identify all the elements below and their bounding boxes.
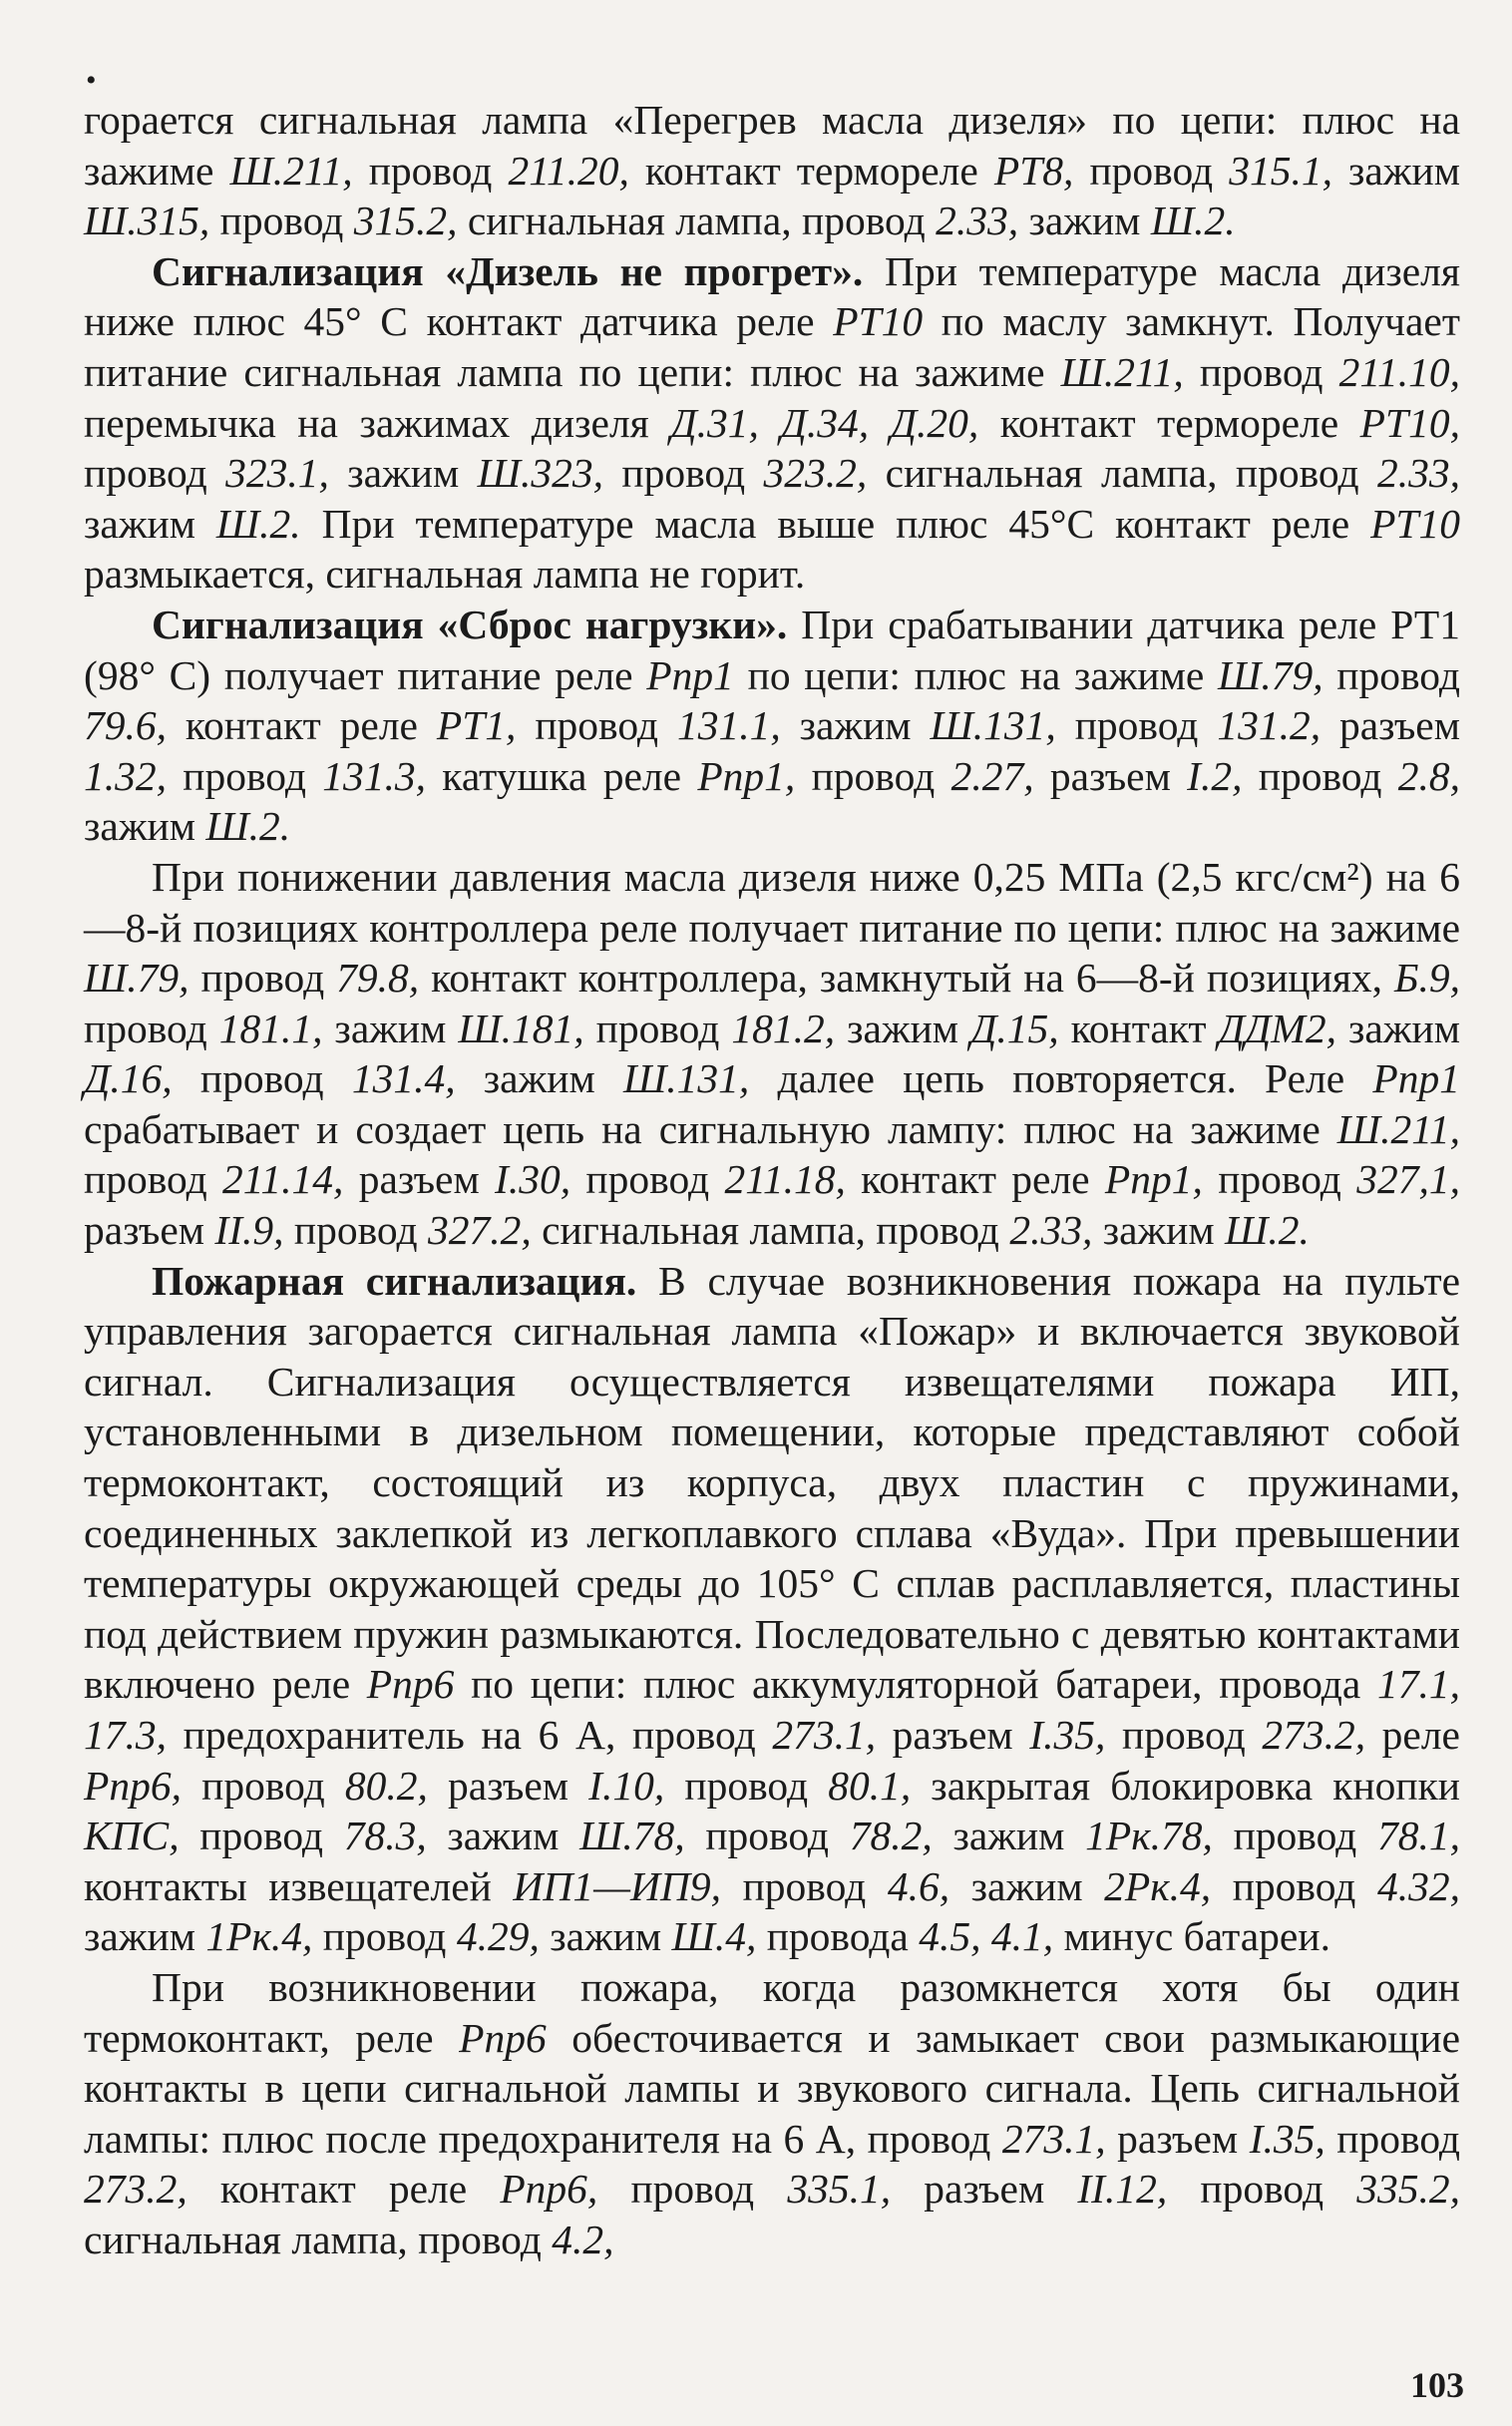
text-run: зажим [1018,198,1151,244]
designation: 211.14, [222,1156,344,1203]
designation: Ш.2. [1150,198,1236,244]
designation: II.9, [214,1207,284,1254]
designation: Рпр6 [366,1661,455,1708]
text-run: зажим [322,1005,459,1051]
paragraph [84,852,1460,1256]
designation: Ш.79, [1218,651,1323,698]
text-run: разъем [1321,702,1460,749]
text-run: При возникновении пожара, когда разомкнется хотя бы один термоконтакт, реле [84,1963,1460,2061]
text-run: провод [1167,2166,1357,2213]
designation: Рпр6, [84,1762,182,1809]
designation: 131.2, [1217,702,1322,749]
text-run: зажим [932,1813,1086,1859]
designation: 181.1, [218,1005,323,1051]
text-run: провод [570,1156,725,1203]
designation: Д.31, Д.34, Д.20, [670,399,979,446]
text-run: провод [583,1005,732,1051]
designation: Ш.315, [84,198,210,244]
text-run: провод [1211,1862,1377,1909]
text-run: зажим [328,450,478,497]
designation: РТ1, [436,702,517,749]
text-run: провод [312,1913,457,1960]
designation: I.2, [1187,752,1243,799]
designation: 1Рк.4, [205,1913,313,1960]
designation: 2.33, [1009,1207,1093,1254]
text-run: провод [602,450,764,497]
text-run: провод [84,1005,219,1051]
text-run: сигнальная лампа, провод [457,198,937,244]
designation: РТ10 [1370,500,1460,547]
text-run: При срабатывании датчика реле РТ1 (98° С) получает питание реле [84,601,1460,698]
text-run: зажим [835,1005,971,1051]
text-run: провод [189,955,337,1002]
designation: Рпр1, [697,752,796,799]
text-run: разъем [876,1712,1030,1758]
paragraph [84,600,1460,852]
text-run: В случае возникновения пожара на пульте управления загорается сигнальная лампа «Пожар» и включается звуковой сигнал. Сигнализация осуществляется извещателями пожара ИП, установленными в дизельном помещении, которые представляют собой термоконтакт, состоящий из корпуса, двух пластин с пружинами, соединенных заклепкой из легкоплавкого сплава «Вуда». При превышении температуры окружающей среды до 105° С сплав расплавляется, пластины под действием пружин размыкаются. Последовательно с девятью контактами включено реле [84,1257,1460,1708]
top-mark: • [86,64,97,97]
designation: Ш.323, [477,450,603,497]
text-run: по маслу замкнут. Получает питание сигнальная лампа по цепи: плюс на зажиме [84,298,1460,395]
paragraph [84,95,1460,246]
section-heading: Пожарная сигнализация. [152,1257,637,1304]
paragraph [84,1962,1460,2265]
text-run: провод [181,1762,345,1809]
section-heading: Сигнализация «Дизель не прогрет». [152,247,864,294]
designation: 2.27, [950,752,1034,799]
text-run: провод [84,1156,222,1203]
text-run: зажим [780,702,931,749]
designation: Б.9, [1394,955,1460,1002]
designation: 4.5, 4.1, [919,1913,1054,1960]
text-run: разъем [1105,2115,1250,2162]
page-number: 103 [1410,2365,1464,2405]
designation: 131.3, [322,752,427,799]
text-run: по цепи: плюс аккумуляторной батареи, провода [454,1661,1377,1708]
text-run: разъем [343,1156,496,1203]
body-text [84,95,1460,2265]
designation: Рпр1 [646,651,734,698]
text-run: зажим [539,1913,672,1960]
designation: 2.33, [1376,450,1460,497]
text-run: контакт термореле [628,147,994,194]
text-run: провод [1212,1813,1377,1859]
text-run: провод [597,2166,788,2213]
text-run: зажим [1336,1005,1460,1051]
text-run: минус батареи. [1053,1913,1330,1960]
text-run: провод [283,1207,428,1254]
designation: Рпр1, [1104,1156,1203,1203]
designation: 1Рк.78, [1085,1813,1213,1859]
designation: I.35, [1029,1712,1106,1758]
designation: I.35, [1249,2115,1325,2162]
designation: 273.2, [84,2166,188,2213]
text-run: провод [1073,147,1230,194]
designation: Ш.4, [671,1913,757,1960]
text-run: контакты извещателей [84,1862,514,1909]
designation: 335.2, [1356,2166,1460,2213]
text-run: зажим [455,1055,623,1102]
text-run: провод [684,1813,850,1859]
text-run: провод [795,752,951,799]
text-run: контакт реле [845,1156,1105,1203]
text-run: зажим [1092,1207,1226,1254]
designation: 4.32, [1376,1862,1460,1909]
designation: Ш.2. [215,500,301,547]
designation: Рпр6, [500,2166,598,2213]
designation: I.10, [588,1762,665,1809]
text-run: провод [721,1862,888,1909]
text-run: зажим [84,500,216,547]
designation: Ш.211, [1336,1105,1460,1152]
text-run: предохранитель на 6 А, провод [167,1712,773,1758]
designation: Рпр6 [459,2014,547,2061]
designation: РТ10 [833,298,924,345]
designation: Д.15, [970,1005,1059,1051]
text-run: провод [1105,1712,1263,1758]
designation: Рпр1 [1372,1055,1460,1102]
text-run: провод [209,198,354,244]
designation: ДДМ2, [1218,1005,1337,1051]
designation: 79.6, [84,702,167,749]
text-run: перемычка на зажимах дизеля [84,399,671,446]
text-run: провод [664,1762,829,1809]
text-run: провод [1183,348,1339,395]
text-run: катушка реле [426,752,698,799]
designation: КПС, [84,1813,180,1859]
text-run: При температуре масла дизеля ниже плюс 45° С контакт датчика реле [84,247,1460,345]
designation: РТ10, [1359,399,1460,446]
designation: 327.2, [427,1207,532,1254]
designation: 131.1, [676,702,781,749]
designation: 80.1, [828,1762,912,1809]
text-run: по цепи: плюс на зажиме [733,651,1219,698]
designation: Д.16, [84,1055,173,1102]
designation: 211.18, [724,1156,846,1203]
text-run: зажим [84,803,206,850]
designation: 327,1, [1356,1156,1460,1203]
designation: 131.4, [351,1055,456,1102]
designation: II.12, [1077,2166,1168,2213]
text-run: провод [1055,702,1218,749]
text-run: провод [1323,651,1460,698]
designation: 323.1, [225,450,329,497]
designation: 78.3, [343,1813,427,1859]
text-run: При температуре масла выше плюс 45°С контакт реле [300,500,1371,547]
text-run: При понижении давления масла дизеля ниже 0,25 МПа (2,5 кгс/см²) на 6—8-й позициях контроллера реле получает питание по цепи: плюс на зажиме [84,853,1460,951]
designation: 273.1, [1001,2115,1106,2162]
designation: 323.2, [763,450,868,497]
text-run: зажим [426,1813,580,1859]
designation: Ш.181, [458,1005,584,1051]
designation: Ш.78, [579,1813,685,1859]
section-heading: Сигнализация «Сброс нагрузки». [152,601,788,647]
text-run: контакт термореле [978,399,1360,446]
designation: Ш.211, [1060,348,1184,395]
text-run: размыкается, сигнальная лампа не горит. [84,551,806,598]
designation: 4.29, [456,1913,540,1960]
designation: I.30, [495,1156,571,1203]
designation: 1.32, [84,752,167,799]
designation: РТ8, [993,147,1074,194]
text-run: провод [1242,752,1398,799]
text-run: разъем [1033,752,1188,799]
text-run: сигнальная лампа, провод [867,450,1377,497]
text-run: провод [516,702,677,749]
text-run: провод [179,1813,344,1859]
text-run: контакт реле [167,702,437,749]
designation: 79.8, [336,955,420,1002]
designation: Ш.131, [930,702,1056,749]
designation: 17.1, 17.3, [84,1661,1460,1758]
designation: 211.10, [1338,348,1460,395]
text-run: разъем [84,1207,215,1254]
text-run: провод [352,147,509,194]
designation: 315.1, [1229,147,1332,194]
text-run: провод [1202,1156,1357,1203]
text-run: разъем [891,2166,1078,2213]
designation: 4.6, [887,1862,950,1909]
text-run: закрытая блокировка кнопки [911,1762,1460,1809]
text-run: провод [172,1055,352,1102]
designation: Ш.2. [1225,1207,1310,1254]
designation: 273.1, [772,1712,877,1758]
text-run: контакт реле [187,2166,501,2213]
text-run: зажим [1331,147,1460,194]
paragraph [84,1256,1460,1962]
designation: Ш.211, [229,147,353,194]
text-run: срабатывает и создает цепь на сигнальную лампу: плюс на зажиме [84,1105,1337,1152]
text-run: зажим [949,1862,1105,1909]
designation: ИП1—ИП9, [513,1862,722,1909]
text-run: контакт [1058,1005,1219,1051]
designation: 315.2, [353,198,458,244]
designation: 211.20, [508,147,629,194]
designation: 181.2, [731,1005,836,1051]
text-run: реле [1365,1712,1460,1758]
text-run: провод [167,752,323,799]
designation: 2Рк.4, [1104,1862,1212,1909]
designation: 4.2, [552,2216,614,2262]
text-run: сигнальная лампа, провод [531,1207,1010,1254]
designation: 2.33, [936,198,1019,244]
designation: 80.2, [344,1762,428,1809]
text-run: провода [756,1913,920,1960]
designation: 273.2, [1262,1712,1366,1758]
text-run: провод [1324,2115,1460,2162]
designation: 78.2, [849,1813,933,1859]
designation: 78.1, [1376,1813,1460,1859]
text-run: обесточивается и замыкает свои размыкающие контакты в цепи сигнальной лампы и звукового сигнала. Цепь сигнальной лампы: плюс после предохранителя на 6 А, провод [84,2014,1460,2162]
designation: 335.1, [787,2166,892,2213]
text-run: сигнальная лампа, провод [84,2216,553,2262]
designation: Ш.2. [205,803,291,850]
text-run: контакт контроллера, замкнутый на 6—8-й позициях, [419,955,1394,1002]
text-run: зажим [84,1913,206,1960]
text-run: горается сигнальная лампа «Перегрев масла дизеля» по цепи: плюс на зажиме [84,97,1460,194]
designation: Ш.79, [84,955,189,1002]
designation: Ш.131, [622,1055,750,1102]
text-run: провод [84,450,226,497]
text-run: далее цепь повторяется. Реле [749,1055,1373,1102]
designation: 2.8, [1397,752,1460,799]
paragraph [84,246,1460,600]
text-run: разъем [427,1762,589,1809]
